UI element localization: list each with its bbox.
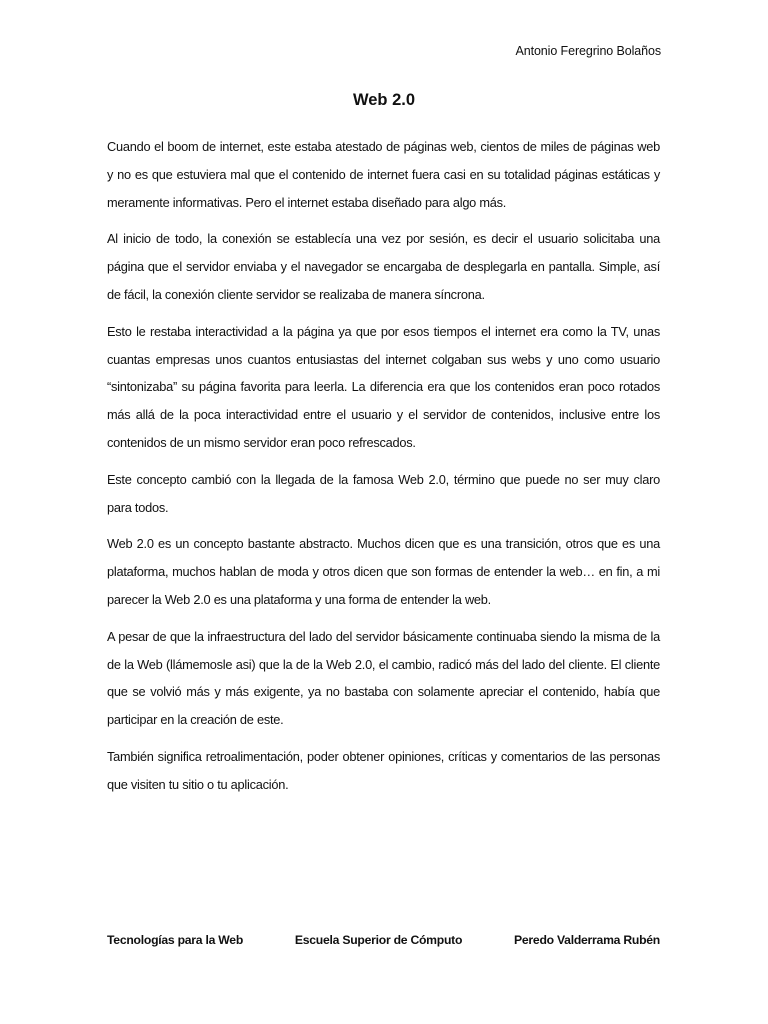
document-title: Web 2.0 <box>352 91 416 109</box>
paragraph-1: Cuando el boom de internet, este estaba atestado de páginas web, cientos de miles de páginas web y no es que estuviera mal que el contenido de internet fuera casi en su totalidad páginas estáticas y meramente informativas. Pero el internet estaba diseñado para algo más. <box>107 139 660 210</box>
paragraph-6: A pesar de que la infraestructura del lado del servidor básicamente continuaba siendo la misma de la de la Web (llámemosle asi) que la de la Web 2.0, el cambio, radicó más del lado del cliente. El cliente que se volvió más y más exigente, ya no bastaba con solamente apreciar el contenido, había que participar en la creación de este. <box>107 628 660 728</box>
paragraph-7: También significa retroalimentación, poder obtener opiniones, críticas y comentarios de las personas que visiten tu sitio o tu aplicación. <box>107 748 660 792</box>
page-footer <box>107 933 660 947</box>
paragraph-2: Al inicio de todo, la conexión se establecía una vez por sesión, es decir el usuario solicitaba una página que el servidor enviaba y el navegador se encargaba de desplegarla en pantalla. Simple, así de fácil, la conexión cliente servidor se realizaba de manera síncrona. <box>107 231 660 302</box>
footer-author: Peredo Valderrama Rubén <box>514 933 660 947</box>
header-author: Antonio Feregrino Bolaños <box>515 44 661 58</box>
paragraph-4: Este concepto cambió con la llegada de la famosa Web 2.0, término que puede no ser muy claro para todos. <box>107 471 660 515</box>
document-body <box>107 133 660 808</box>
paragraph-5: Web 2.0 es un concepto bastante abstracto. Muchos dicen que es una transición, otros que es una plataforma, muchos hablan de moda y otros dicen que son formas de entender la web… en fin, a mi parecer la Web 2.0 es una plataforma y una forma de entender la web. <box>107 536 660 607</box>
footer-school: Escuela Superior de Cómputo <box>294 933 463 947</box>
paragraph-3: Esto le restaba interactividad a la página ya que por esos tiempos el internet era como la TV, unas cuantas empresas unos cuantos entusiastas del internet colgaban sus webs y uno como usuario “sintonizaba” su página favorita para leerla. La diferencia era que los contenidos eran poco rotados más allá de la poca interactividad entre el usuario y el servidor de contenidos, inclusive entre los contenidos de un mismo servidor eran poco refrescados. <box>107 323 660 450</box>
footer-course: Tecnologías para la Web <box>107 933 244 947</box>
